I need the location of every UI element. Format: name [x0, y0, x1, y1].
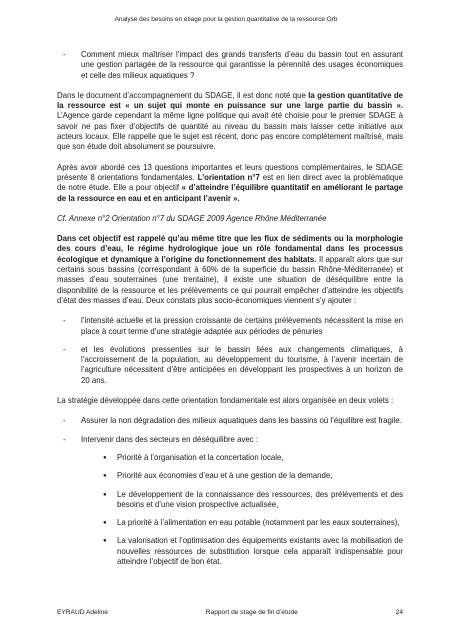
- dash-marker: -: [63, 316, 66, 326]
- bullet-item: [103, 453, 403, 463]
- bullet-icon: ●: [103, 520, 107, 527]
- dash-marker: -: [63, 416, 66, 426]
- dash-item-c: [57, 416, 403, 426]
- footer-author: EYRAUD Adeline: [57, 609, 108, 616]
- dash-item-text: l’intensité actuelle et la pression croissante de certains prélèvements nécessitent la mise en place à court terme d’une stratégie adaptée aux périodes de pénuries: [81, 316, 403, 336]
- dash-marker: -: [63, 344, 66, 354]
- paragraph-sdage-accompaniment: Dans le document d’accompagnement du SDAGE, il est donc noté que la gestion quantitative de la ressource est « un sujet qui monte en puissance sur une large partie du bassin ». L’Agence garde cependant la même ligne politique qui avait été choisie pour le premier SDAGE à savoir ne pas fixer d’objectifs de quantité au niveau du bassin mais laisser cette initiative aux acteurs locaux. Elle rappelle que le sujet est récent, donc pas encore complètement maîtrisé, mais que son étude doit absolument se poursuivre.: [57, 90, 404, 152]
- footer-page-number: 24: [395, 609, 403, 616]
- bullet-text: La valorisation et l’optimisation des équipements existants avec la mobilisation de nouvelles ressources de substitution lorsque cela apparaît indispensable pour atteindre l’objectif de bon état.: [117, 536, 403, 566]
- dash-item-a: [57, 316, 403, 337]
- bullet-item: [103, 536, 403, 567]
- bold-quote: la gestion quantitative de la ressource est « un sujet qui monte en puissance sur une large partie du bassin ».: [57, 90, 404, 111]
- annex-reference: Cf. Annexe n°2 Orientation n°7 du SDAGE 2009 Agence Rhône Méditerranée: [57, 213, 327, 223]
- bullet-text: La priorité à l’alimentation en eau potable (notamment par les eaux souterraines),: [117, 518, 400, 528]
- dash-item-intro: [57, 50, 403, 81]
- bullet-icon: ●: [103, 491, 107, 498]
- page-body: [57, 50, 403, 567]
- bullet-item: [103, 518, 403, 528]
- footer-doc-title: Rapport de stage de fin d’étude: [205, 609, 298, 616]
- dash-item-text: Comment mieux maîtriser l’impact des grands transferts d’eau du bassin tout en assurant une gestion partagée de la ressource qui garantisse la pérennité des usages économiques et celle des milieux aquatiques ?: [81, 50, 403, 80]
- bullet-text: Le développement de la connaissance des ressources, des prélèvements et des besoins et d’une vision prospective actualisée,: [117, 489, 403, 509]
- bullet-text: Priorité à l’organisation et la concertation locale,: [117, 452, 284, 462]
- bold-orientation: L’orientation n°7: [197, 172, 260, 182]
- dash-item-d: [57, 435, 403, 445]
- dash-item-text: Intervenir dans des secteurs en déséquilibre avec :: [81, 434, 259, 444]
- bullet-icon: ●: [103, 538, 107, 545]
- bullet-icon: ●: [103, 454, 107, 461]
- dash-item-b: [57, 345, 403, 386]
- bold-statement: Dans cet objectif est rappelé qu’au même titre que les flux de sédiments ou la morphologie des cours d’eau, le régime hydrologique joue un rôle fondamental dans les processus écologique et dynamique à l’origine du fonctionnement des habitats.: [57, 234, 403, 264]
- bullet-icon: ●: [103, 473, 107, 480]
- bullet-item: [103, 490, 403, 511]
- paragraph-strategy: La stratégie développée dans cette orientation fondamentale est alors organisée en deux volets :: [57, 396, 394, 406]
- paragraph-objective: Dans cet objectif est rappelé qu’au même titre que les flux de sédiments ou la morphologie des cours d’eau, le régime hydrologique joue un rôle fondamental dans les processus écologique et dynamique à l’origine du fonctionnement des habitats. Il apparaît alors que sur certains sous bassins (correspondant à 60% de la superficie du bassin Rhône-Méditerranée) et masses d’eau souterraines (une trentaine), il existe une situation de déséquilibre entre la disponibilité de la ressource et les prélèvements ce qui pourrait empêcher d’atteindre les objectifs d’état des masses d’eau. Deux constats plus socio-économiques viennent s’y ajouter :: [57, 234, 403, 305]
- dash-marker: -: [63, 50, 66, 59]
- page-footer: [57, 609, 403, 616]
- dash-marker: -: [63, 434, 66, 444]
- paragraph-orientations: Après avoir abordé ces 13 questions importantes et leurs questions complémentaires, le SDAGE présente 8 orientations fondamentales. L’orientation n°7 est en lien direct avec la problématique de notre étude. Elle a pour objectif « d’atteindre l’équilibre quantitatif en améliorant le partage de la ressource en eau et en anticipant l’avenir ».: [57, 162, 403, 203]
- dash-item-text: et les évolutions pressenties sur le bassin liées aux changements climatiques, à l’accroissement de la population, au développement du tourisme, à l’avenir incertain de l’agriculture nécessitent d’être anticipées en développant les prospectives à un horizon de 20 ans.: [81, 344, 403, 385]
- running-header: Analyse des besoins en étiage pour la gestion quantitative de la ressource Orb: [114, 16, 338, 23]
- bold-objective: « d’atteindre l’équilibre quantitatif en améliorant le partage de la ressource en eau et en anticipant l’avenir ».: [57, 183, 403, 203]
- bullet-text: Priorité aux économies d’eau et à une gestion de la demande,: [117, 471, 333, 481]
- dash-item-text: Assurer la non dégradation des milieux aquatiques dans les bassins où l’équilibre est fragile.: [81, 416, 402, 426]
- bullet-item: [103, 471, 403, 481]
